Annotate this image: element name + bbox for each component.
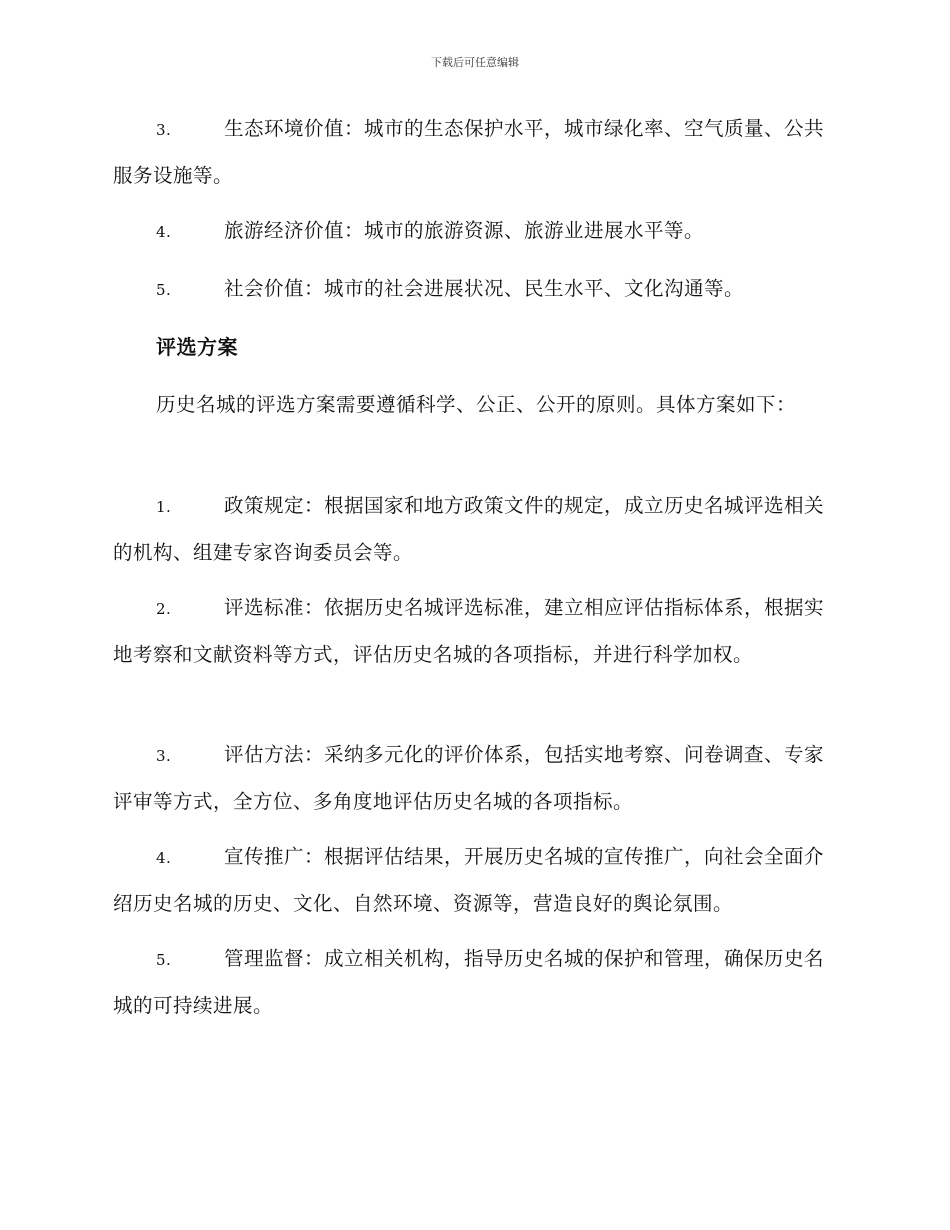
list-number: 5. (156, 281, 172, 299)
section-heading: 评选方案 (156, 335, 238, 359)
list-number: 1. (156, 498, 172, 516)
list-number: 2. (156, 600, 172, 618)
list-text: 生态环境价值：城市的生态保护水平，城市绿化率、空气质量、公共服务设施等。 (113, 117, 825, 187)
list-item (113, 266, 838, 313)
list-item (113, 834, 838, 927)
list-text: 社会价值：城市的社会进展状况、民生水平、文化沟通等。 (224, 277, 745, 300)
list-item (113, 106, 838, 199)
list-number: 3. (156, 747, 172, 765)
list-number: 4. (156, 223, 172, 241)
list-text: 政策规定：根据国家和地方政策文件的规定，成立历史名城评选相关的机构、组建专家咨询委员会等。 (113, 494, 825, 564)
section-paragraph: 历史名城的评选方案需要遵循科学、公正、公开的原则。具体方案如下： (156, 393, 797, 416)
list-number: 5. (156, 951, 172, 969)
list-number: 4. (156, 849, 172, 867)
list-text: 评选标准：依据历史名城评选标准，建立相应评估指标体系，根据实地考察和文献资料等方式，评估历史名城的各项指标，并进行科学加权。 (113, 596, 825, 666)
list-item (113, 483, 838, 576)
list-item (113, 936, 838, 1029)
list-text: 宣传推广：根据评估结果，开展历史名城的宣传推广，向社会全面介绍历史名城的历史、文化、自然环境、资源等，营造良好的舆论氛围。 (113, 845, 825, 915)
list-item (113, 208, 838, 255)
list-item (113, 732, 838, 825)
list-number: 3. (156, 121, 172, 139)
list-item (113, 585, 838, 678)
list-text: 管理监督：成立相关机构，指导历史名城的保护和管理，确保历史名城的可持续进展。 (113, 947, 825, 1017)
list-text: 评估方法：采纳多元化的评价体系，包括实地考察、问卷调查、专家评审等方式，全方位、多角度地评估历史名城的各项指标。 (113, 743, 825, 813)
page-header: 下载后可任意编辑 (431, 56, 519, 69)
list-text: 旅游经济价值：城市的旅游资源、旅游业进展水平等。 (224, 219, 705, 242)
